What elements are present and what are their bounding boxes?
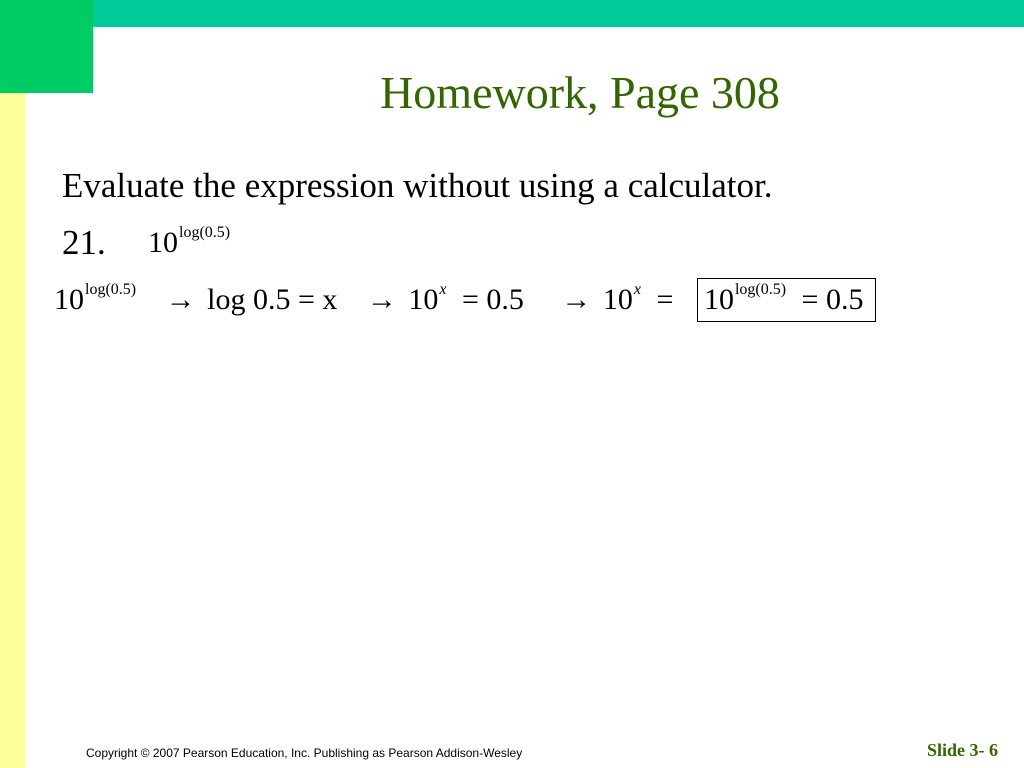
solution-line [54, 278, 876, 322]
solution-step1: $10^{log(0.5)}$ [54, 281, 137, 316]
slide-title: Homework, Page 308 [380, 67, 780, 118]
problem-expression [148, 222, 230, 269]
problem-exponent: log(0.5) [179, 224, 231, 241]
solution-step3: 10$^x$ = 0.5 [408, 281, 524, 316]
problem-base: 10 [148, 226, 178, 259]
arrow-icon: → [561, 283, 592, 316]
slide-number: Slide 3- 6 [926, 740, 998, 760]
corner-accent-block [0, 0, 93, 93]
problem-number: 21. [62, 223, 106, 262]
boxed-answer: $10^{log(0.5)} = 0.5$ [697, 278, 877, 322]
copyright-footer: Copyright © 2007 Pearson Education, Inc. Publishing as Pearson Addison-Wesley [86, 746, 523, 760]
arrow-icon: → [165, 283, 196, 316]
solution-step2: log 0.5 = x [207, 283, 338, 316]
arrow-icon: → [366, 283, 397, 316]
left-accent-bar [0, 93, 25, 768]
top-accent-bar [93, 0, 1024, 27]
solution-step4: 10$^x$ = [602, 281, 674, 316]
problem-prompt: Evaluate the expression without using a calculator. [62, 166, 773, 205]
